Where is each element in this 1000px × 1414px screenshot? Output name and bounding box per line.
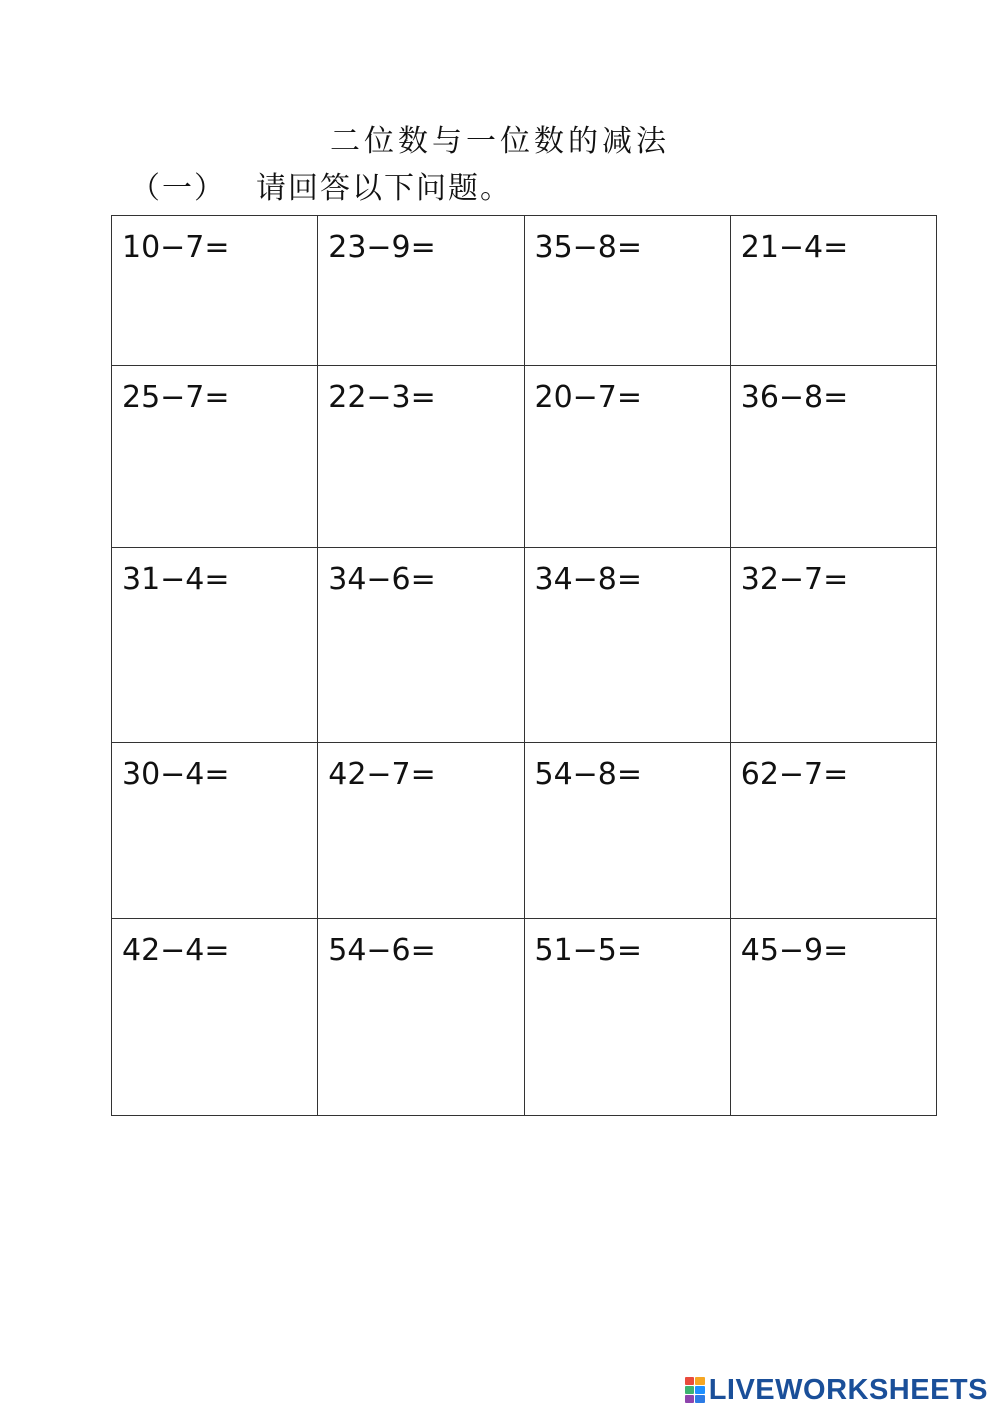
logo-block (695, 1386, 705, 1394)
logo-block (695, 1395, 705, 1403)
problem-row (112, 548, 937, 743)
section-number: （一） (130, 171, 226, 206)
logo-block (695, 1377, 705, 1385)
problem-cell[interactable]: 42−4= (112, 919, 318, 1116)
section-heading (130, 167, 512, 211)
problem-row (112, 743, 937, 919)
problem-cell[interactable]: 62−7= (730, 743, 936, 919)
problem-cell[interactable]: 23−9= (318, 216, 524, 366)
problem-cell[interactable]: 42−7= (318, 743, 524, 919)
problem-row (112, 216, 937, 366)
logo-block (685, 1386, 695, 1394)
section-instruction: 请回答以下问题。 (256, 171, 512, 206)
watermark-text: LIVEWORKSHEETS (708, 1373, 988, 1406)
liveworksheets-watermark (685, 1372, 988, 1408)
problem-cell[interactable]: 51−5= (524, 919, 730, 1116)
problem-cell[interactable]: 54−8= (524, 743, 730, 919)
problem-row (112, 919, 937, 1116)
problem-cell[interactable]: 35−8= (524, 216, 730, 366)
problem-cell[interactable]: 34−6= (318, 548, 524, 743)
problem-cell[interactable]: 22−3= (318, 366, 524, 548)
problem-cell[interactable]: 34−8= (524, 548, 730, 743)
problem-cell[interactable]: 54−6= (318, 919, 524, 1116)
problem-cell[interactable]: 30−4= (112, 743, 318, 919)
problem-cell[interactable]: 31−4= (112, 548, 318, 743)
problem-cell[interactable]: 10−7= (112, 216, 318, 366)
problem-row (112, 366, 937, 548)
problem-cell[interactable]: 20−7= (524, 366, 730, 548)
worksheet-title: 二位数与一位数的减法 (330, 124, 670, 159)
problem-cell[interactable]: 36−8= (730, 366, 936, 548)
liveworksheets-logo-icon (685, 1377, 705, 1403)
logo-block (685, 1395, 695, 1403)
problem-cell[interactable]: 45−9= (730, 919, 936, 1116)
problem-cell[interactable]: 25−7= (112, 366, 318, 548)
problem-grid (111, 215, 937, 1116)
logo-block (685, 1377, 695, 1385)
problem-cell[interactable]: 21−4= (730, 216, 936, 366)
problem-cell[interactable]: 32−7= (730, 548, 936, 743)
